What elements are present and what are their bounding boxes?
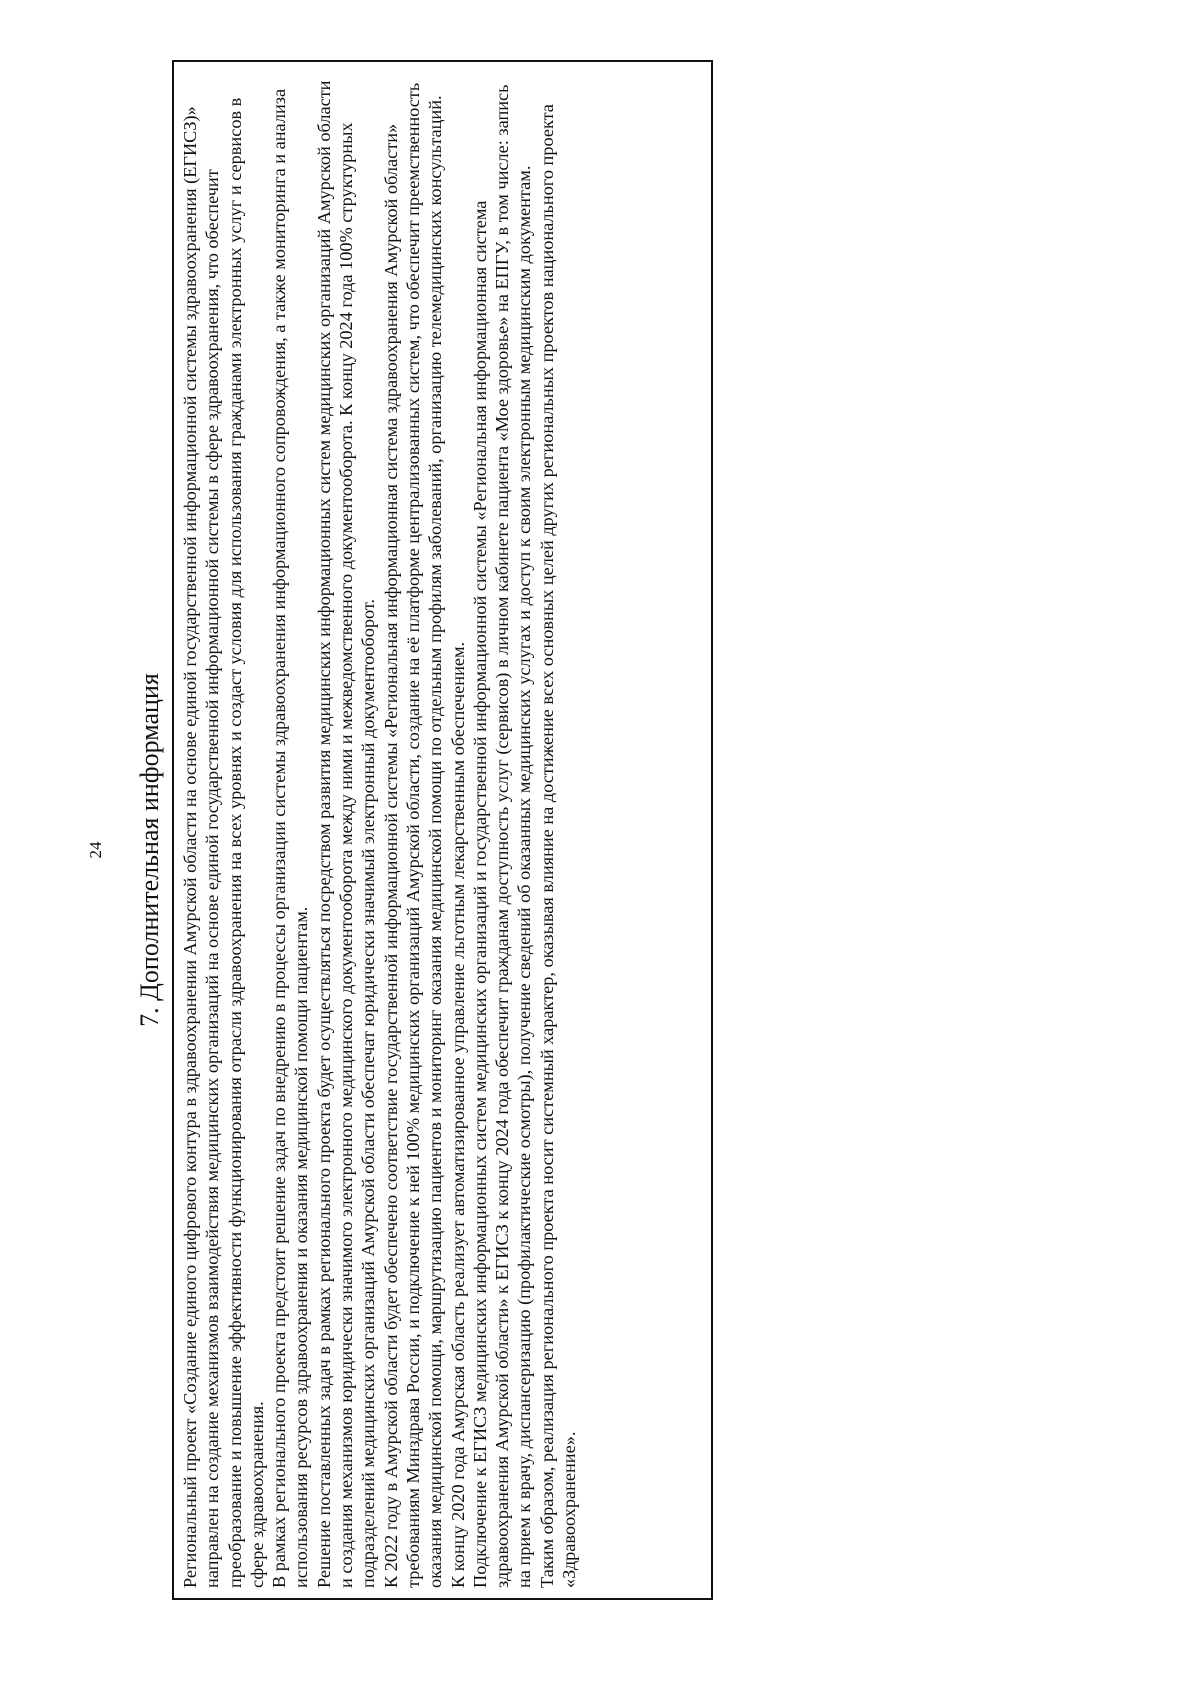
paragraph-solution: Решение поставленных задач в рамках регионального проекта будет осуществляться посредством развития медицинских информационных систем медицинских организаций Амурской области и создания механизмов юридически значимого электронного медицинского документооборота между ними и межведомственного документооборота. К концу 2024 года 100% структурных подразделений медицинских организаций Амурской области обеспечат юридически значимый электронный документооборот. [313, 80, 379, 1588]
section-title: 7. Дополнительная информация [135, 673, 164, 1027]
paragraph-2022: К 2022 году в Амурской области будет обеспечено соответствие государственной информационной системы «Региональная информационная система здравоохранения Амурской области» требованиям Минздрава России, и подключение к ней 100% медицинских организаций Амурской области, создание на её платформе централизованных систем, что обеспечит преемственность оказания медицинской помощи, маршрутизацию пациентов и мониторинг оказания медицинской помощи по отдельным профилям заболеваний, организацию телемедицинских консультаций. [380, 82, 446, 1588]
additional-info-box [172, 60, 713, 1600]
paragraph-project-goal: Региональный проект «Создание единого цифрового контура в здравоохранении Амурской области на основе единой государственной информационной системы здравоохранения (ЕГИСЗ)» направлен на создание механизмов взаимодействия медицинских организаций на основе единой государственной информационной системы в сфере здравоохранения, что обеспечит преобразование и повышение эффективности функционирования отрасли здравоохранения на всех уровнях и создаст условия для использования гражданами электронных услуг и сервисов в сфере здравоохранения. [180, 97, 267, 1588]
paragraph-conclusion: Таким образом, реализация регионального проекта носит системный характер, оказывая влияние на достижение всех основных целей других региональных проектов национального проекта «Здравоохранение». [536, 104, 580, 1588]
paragraph-2020: К концу 2020 года Амурская область реализует автоматизированное управление льготным лекарственным обеспечением. [447, 641, 468, 1588]
page-number: 24 [86, 841, 105, 859]
paragraph-egisz-connection: Подключение к ЕГИСЗ медицинских информационных систем медицинских организаций и государственной информационной системы «Региональная информационная система здравоохранения Амурской области» к ЕГИСЗ к концу 2024 года обеспечит гражданам доступность услуг (сервисов) в личном кабинете пациента «Мое здоровье» на ЕПГУ, в том числе: запись на прием к врачу, диспансеризацию (профилактические осмотры), получение сведений об оказанных медицинских услугах и доступ к своим электронным медицинским документам. [469, 84, 535, 1588]
paragraph-tasks: В рамках регионального проекта предстоит решение задач по внедрению в процессы организации системы здравоохранения информационного сопровождения, а также мониторинга и анализа использования ресурсов здравоохранения и оказания медицинской помощи пациентам. [269, 88, 312, 1588]
